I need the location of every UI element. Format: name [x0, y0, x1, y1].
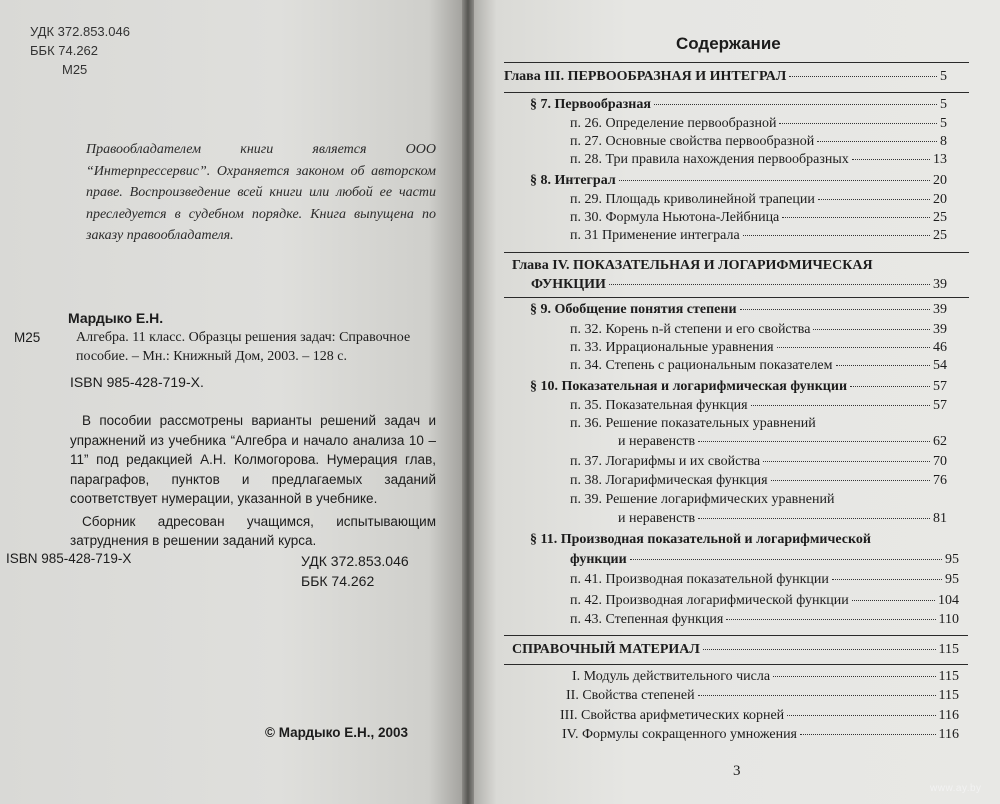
toc-rule [504, 92, 969, 93]
toc-section-8: § 8. Интеграл 20 [530, 173, 947, 188]
book-gutter [462, 0, 474, 804]
toc-item-27: п. 27. Основные свойства первообразной 8 [570, 134, 947, 149]
toc-item-43: п. 43. Степенная функция 110 [570, 612, 959, 627]
toc-rule [504, 635, 968, 636]
toc-item-42: п. 42. Производная логарифмической функции 104 [570, 593, 959, 608]
toc-rule [504, 252, 969, 253]
toc-item-34: п. 34. Степень с рациональным показателем 54 [570, 358, 947, 373]
toc-section-7: § 7. Первообразная 5 [530, 97, 947, 112]
toc-ref-1: I. Модуль действительного числа 115 [572, 669, 959, 684]
udk-block-bottom [301, 551, 409, 591]
toc-item-39-line2: и неравенств 81 [618, 511, 947, 526]
udk-code: УДК 372.853.046 [30, 24, 130, 39]
toc-title: Содержание [676, 34, 781, 53]
author-mark: М25 [62, 62, 88, 77]
isbn-main: ISBN 985-428-719-X. [70, 374, 204, 390]
annotation [70, 411, 436, 554]
toc-section-10: § 10. Показательная и логарифмическая функции 57 [530, 379, 947, 394]
toc-item-31: п. 31 Применение интеграла 25 [570, 228, 947, 243]
toc-ref-4: IV. Формулы сокращенного умножения 116 [562, 727, 959, 742]
bbk-code: ББК 74.262 [30, 43, 99, 58]
toc-item-32: п. 32. Корень n-й степени и его свойства 39 [570, 322, 947, 337]
toc-rule [504, 664, 968, 665]
site-watermark: www.ay.by [930, 783, 982, 794]
toc-chapter-3: Глава III. ПЕРВООБРАЗНАЯ И ИНТЕГРАЛ 5 [504, 69, 947, 84]
author-mark-side: М25 [14, 330, 41, 345]
page-number: 3 [733, 763, 741, 779]
bibliographic-description: Алгебра. 11 класс. Образцы решения задач: Справочное пособие. – Мн.: Книжный Дом, 2003. – 128 с. [76, 330, 411, 364]
isbn-bottom: ISBN 985-428-719-X [6, 551, 132, 566]
left-page [0, 0, 466, 804]
toc-item-38: п. 38. Логарифмическая функция 76 [570, 473, 947, 488]
toc-section-11-line2: функции 95 [570, 552, 959, 567]
toc-item-36-line1: п. 36. Решение показательных уравнений [570, 416, 816, 431]
toc-item-29: п. 29. Площадь криволинейной трапеции 20 [570, 192, 947, 207]
toc-ref-2: II. Свойства степеней 115 [566, 688, 959, 703]
copyright-line: © Мардыко Е.Н., 2003 [265, 725, 408, 740]
toc-item-41: п. 41. Производная показательной функции 95 [570, 572, 959, 587]
toc-item-36-line2: и неравенств 62 [618, 434, 947, 449]
udk-code: УДК 372.853.046 [301, 553, 409, 569]
author-name: Мардыко Е.Н. [68, 310, 164, 326]
udk-block-top [30, 22, 130, 79]
toc-item-33: п. 33. Иррациональные уравнения 46 [570, 340, 947, 355]
toc-section-11-line1: § 11. Производная показательной и логарифмической [530, 532, 871, 547]
toc-item-35: п. 35. Показательная функция 57 [570, 398, 947, 413]
toc-item-30: п. 30. Формула Ньютона-Лейбница 25 [570, 210, 947, 225]
toc-item-28: п. 28. Три правила нахождения первообразных 13 [570, 152, 947, 167]
toc-rule [504, 297, 969, 298]
toc-rule [504, 62, 969, 63]
annotation-paragraph: Сборник адресован учащимся, испытывающим затруднения в решении заданий курса. [70, 513, 436, 548]
toc-ref-3: III. Свойства арифметических корней 116 [560, 708, 959, 723]
bbk-code: ББК 74.262 [301, 573, 375, 589]
toc-item-37: п. 37. Логарифмы и их свойства 70 [570, 454, 947, 469]
annotation-paragraph: В пособии рассмотрены варианты решений задач и упражнений из учебника “Алгебра и начало анализа 10 – 11” под редакцией А.Н. Колмогорова. Нумерация глав, параграфов, пунктов и предлагаемых заданий соответствует нумерации, указанной в учебнике. [70, 413, 436, 506]
copyright-notice: Правообладателем книги является ООО “Интерпрессервис”. Охраняется законом об авторском праве. Воспроизведение всей книги или любой ее части преследуется в судебном порядке. Книга выпущена по заказу правообладателя. [86, 142, 436, 243]
toc-reference-material: СПРАВОЧНЫЙ МАТЕРИАЛ 115 [512, 642, 959, 657]
toc-section-9: § 9. Обобщение понятия степени 39 [530, 302, 947, 317]
toc-chapter-4-line2: ФУНКЦИИ 39 [531, 277, 947, 292]
toc-item-39-line1: п. 39. Решение логарифмических уравнений [570, 492, 835, 507]
toc-item-26: п. 26. Определение первообразной 5 [570, 116, 947, 131]
toc-chapter-4-line1: Глава IV. ПОКАЗАТЕЛЬНАЯ И ЛОГАРИФМИЧЕСКАЯ [512, 258, 873, 273]
